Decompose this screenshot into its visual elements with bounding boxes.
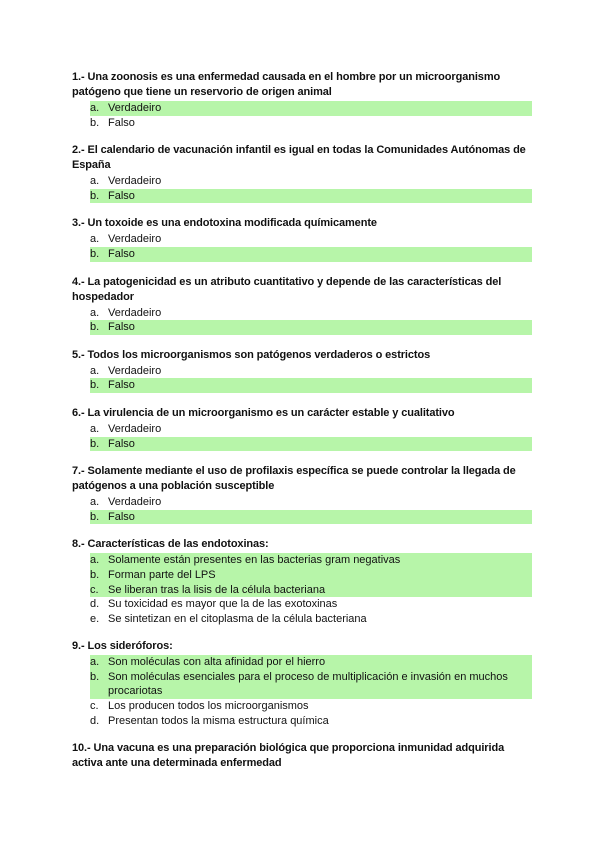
option-highlight — [90, 232, 532, 247]
answer-option — [72, 232, 532, 247]
answer-option-correct — [72, 655, 532, 670]
answer-options — [72, 553, 532, 626]
option-letter: e. — [90, 612, 100, 625]
option-letter: a. — [90, 496, 100, 509]
question-title: 8.- Características de las endotoxinas: — [72, 538, 269, 551]
option-letter: d. — [90, 714, 100, 727]
option-letter: a. — [90, 175, 100, 188]
question-3 — [72, 216, 532, 261]
answer-option-correct — [72, 101, 532, 116]
question-7 — [72, 464, 532, 524]
answer-option-correct — [72, 670, 532, 699]
option-letter: b. — [90, 670, 100, 683]
answer-option-correct — [72, 510, 532, 525]
option-highlight — [90, 247, 532, 262]
option-letter: b. — [90, 379, 100, 392]
option-letter: b. — [90, 189, 100, 202]
answer-option — [72, 612, 532, 627]
answer-options — [72, 364, 532, 393]
option-highlight — [90, 583, 532, 598]
answer-option — [72, 364, 532, 379]
option-highlight — [90, 568, 532, 583]
option-highlight — [90, 422, 532, 437]
option-text: Presentan todos la misma estructura química — [108, 714, 329, 727]
option-highlight — [90, 174, 532, 189]
option-highlight — [90, 116, 532, 131]
option-text: Falso — [108, 321, 135, 334]
option-highlight — [90, 699, 532, 714]
answer-option-correct — [72, 320, 532, 335]
option-letter: a. — [90, 306, 100, 319]
answer-option — [72, 495, 532, 510]
option-letter: b. — [90, 247, 100, 260]
option-text: Verdadeiro — [108, 496, 162, 509]
answer-option — [72, 699, 532, 714]
answer-options — [72, 655, 532, 728]
option-letter: b. — [90, 116, 100, 129]
option-text: Verdadeiro — [108, 364, 162, 377]
answer-option-correct — [72, 568, 532, 583]
answer-option-correct — [72, 583, 532, 598]
question-title: 2.- El calendario de vacunación infantil es igual en todas la Comunidades Autónomas de España — [72, 144, 526, 172]
option-highlight — [90, 510, 532, 525]
answer-option-correct — [72, 247, 532, 262]
option-letter: c. — [90, 583, 99, 596]
question-10 — [72, 741, 532, 771]
answer-options — [72, 422, 532, 451]
answer-options — [72, 101, 532, 130]
option-letter: b. — [90, 510, 100, 523]
option-highlight — [90, 306, 532, 321]
question-5 — [72, 348, 532, 393]
option-text: Falso — [108, 437, 135, 450]
option-text: Verdadeiro — [108, 175, 162, 188]
option-text: Verdadeiro — [108, 233, 162, 246]
answer-option — [72, 116, 532, 131]
option-highlight — [90, 437, 532, 452]
option-text: Son moléculas esenciales para el proceso de multiplicación e invasión en muchos procariotas — [108, 670, 508, 698]
option-highlight — [90, 320, 532, 335]
option-letter: a. — [90, 102, 100, 114]
question-title: 5.- Todos los microorganismos son patógenos verdaderos o estrictos — [72, 348, 431, 361]
option-highlight — [90, 553, 532, 568]
option-text: Verdadeiro — [108, 306, 162, 319]
option-highlight — [90, 364, 532, 379]
option-text: Se sintetizan en el citoplasma de la célula bacteriana — [108, 612, 367, 625]
option-letter: a. — [90, 554, 100, 567]
option-text: Se liberan tras la lisis de la célula bacteriana — [108, 583, 326, 596]
option-highlight — [90, 655, 532, 670]
option-letter: c. — [90, 700, 99, 713]
answer-option-correct — [72, 378, 532, 393]
option-highlight — [90, 495, 532, 510]
answer-options — [72, 174, 532, 203]
question-list — [72, 70, 532, 784]
question-title: 3.- Un toxoide es una endotoxina modificada químicamente — [72, 217, 377, 230]
option-letter: b. — [90, 437, 100, 450]
question-title: 9.- Los sideróforos: — [72, 640, 173, 653]
option-text: Falso — [108, 189, 135, 202]
answer-options — [72, 306, 532, 335]
question-4 — [72, 275, 532, 335]
option-highlight — [90, 597, 532, 612]
option-text: Falso — [108, 379, 135, 392]
answer-option — [72, 597, 532, 612]
option-text: Son moléculas con alta afinidad por el hierro — [108, 656, 326, 669]
question-title: 10.- Una vacuna es una preparación biológica que proporciona inmunidad adquirida activa ante una determinada enfermedad — [72, 742, 505, 770]
answer-option-correct — [72, 553, 532, 568]
option-highlight — [90, 612, 532, 627]
option-text: Forman parte del LPS — [108, 568, 216, 581]
option-text: Verdadeiro — [108, 102, 162, 114]
option-highlight — [90, 189, 532, 204]
option-text: Solamente están presentes en las bacterias gram negativas — [108, 554, 401, 567]
option-letter: a. — [90, 233, 100, 246]
answer-option-correct — [72, 437, 532, 452]
option-highlight — [90, 378, 532, 393]
option-text: Verdadeiro — [108, 422, 162, 435]
question-title: 6.- La virulencia de un microorganismo es un carácter estable y cualitativo — [72, 406, 455, 419]
question-1 — [72, 70, 532, 130]
option-letter: d. — [90, 598, 100, 611]
answer-option — [72, 422, 532, 437]
question-title: 7.- Solamente mediante el uso de profilaxis específica se puede controlar la llegada de patógenos a una población susceptible — [72, 465, 516, 493]
option-text: Falso — [108, 510, 135, 523]
answer-option — [72, 174, 532, 189]
option-letter: b. — [90, 568, 100, 581]
option-highlight — [90, 714, 532, 729]
question-title: 4.- La patogenicidad es un atributo cuantitativo y depende de las características del hospedador — [72, 275, 502, 303]
option-text: Los producen todos los microorganismos — [108, 700, 309, 713]
option-letter: a. — [90, 364, 100, 377]
answer-option-correct — [72, 189, 532, 204]
answer-options — [72, 495, 532, 524]
option-highlight — [90, 101, 532, 116]
question-8 — [72, 537, 532, 626]
option-letter: b. — [90, 321, 100, 334]
answer-options — [72, 232, 532, 261]
option-highlight — [90, 670, 532, 699]
option-text: Falso — [108, 247, 135, 260]
answer-option — [72, 306, 532, 321]
question-6 — [72, 406, 532, 451]
option-text: Falso — [108, 116, 135, 129]
answer-option — [72, 714, 532, 729]
question-2 — [72, 143, 532, 203]
option-letter: a. — [90, 422, 100, 435]
question-9 — [72, 639, 532, 728]
question-title: 1.- Una zoonosis es una enfermedad causada en el hombre por un microorganismo patógeno que tiene un reservorio de origen animal — [72, 71, 501, 98]
option-text: Su toxicidad es mayor que la de las exotoxinas — [108, 598, 338, 611]
option-letter: a. — [90, 656, 100, 669]
